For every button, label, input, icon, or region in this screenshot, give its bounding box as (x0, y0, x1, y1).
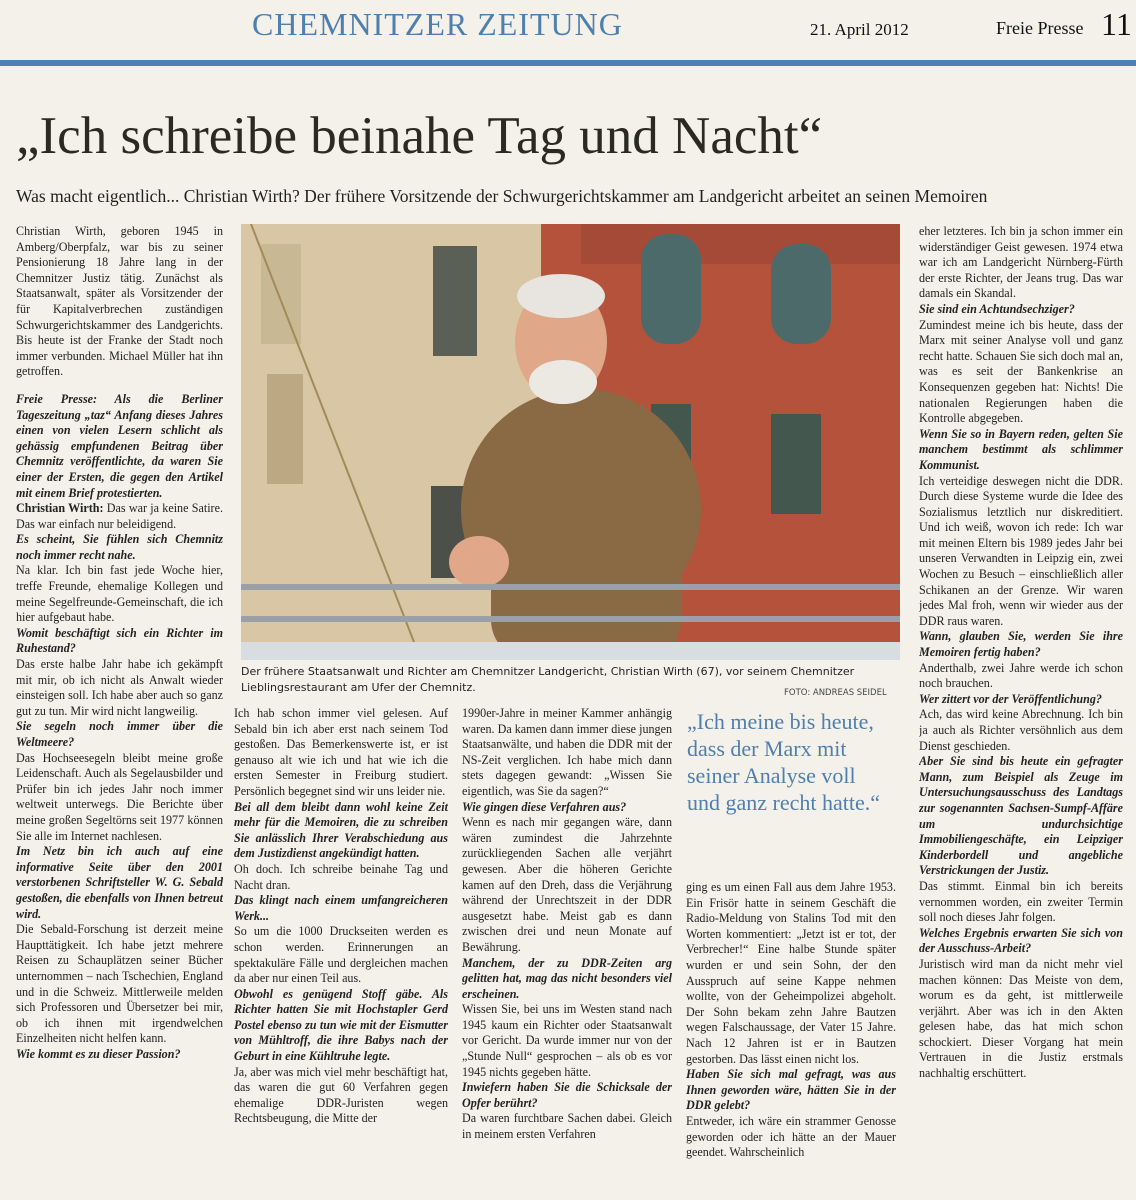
speaker-name: Christian Wirth: (16, 501, 104, 516)
question: Inwiefern haben Sie die Schicksale der Opfer berührt? (462, 1080, 672, 1110)
answer: Ich verteidige deswegen nicht die DDR. Durch diese Systeme wurde die Idee des Sozialismus letztlich nur diskreditiert. Und ich weiß, wovon ich rede: Ich war mit meinen Eltern bis 1989 jedes Jahr bei unseren Verwandten in Leipzig ein, zwei Wochen zu Besuch – einschließlich aller Schikanen an der Grenze. Wir waren jedes Mal froh, wenn wir wieder aus der DDR raus waren. (919, 473, 1123, 628)
page-number: 11 (1101, 6, 1132, 42)
question: Aber Sie sind bis heute ein gefragter Mann, zum Beispiel als Zeuge im Untersuchungsausschuss des Landtags zur sogenannten Sachsen-Sumpf-Affäre um undurchsichtige Immobiliengeschäfte, ein Leipziger Kinderbordell und angebliche Verstrickungen der Justiz. (919, 754, 1123, 878)
answer: 1990er-Jahre in meiner Kammer anhängig waren. Da kamen dann immer diese jungen Staatsanwälte, und haben die DDR mit der NS-Zeit verglichen. Ich habe mich dann stets dagegen gewandt: „Wissen Sie eigentlich, was Sie da sagen?“ (462, 706, 672, 798)
column-3 (462, 706, 672, 1198)
question: Wer zittert vor der Veröffentlichung? (919, 691, 1102, 706)
subheadline: Was macht eigentlich... Christian Wirth? Der frühere Vorsitzende der Schwurgerichtskammer am Landgericht arbeitet an seinen Memoiren (16, 186, 988, 206)
question: Haben Sie sich mal gefragt, was aus Ihnen geworden wäre, hätten Sie in der DDR gelebt? (686, 1067, 896, 1113)
question: Obwohl es genügend Stoff gäbe. Als Richter hatten Sie mit Hochstapler Gerd Postel ebenso zu tun wie mit der Eismutter von Mühltroff, die ihre Babys nach der Geburt in eine Kühltruhe legte. (234, 986, 448, 1064)
question: Welches Ergebnis erwarten Sie sich von der Ausschuss-Arbeit? (919, 925, 1123, 956)
column-5 (919, 224, 1123, 1198)
answer: Wenn es nach mir gegangen wäre, dann wären zumindest die Jahrzehnte zurückliegenden Sachen alle verjährt gewesen. Aber die höheren Gerichte kamen auf den Dreh, dass die Verjährung während der Unrechtszeit in der DDR ausgesetzt habe. Meist gab es dann zwischen drei und neun Monate auf Bewährung. (462, 815, 672, 954)
answer: Da waren furchtbare Sachen dabei. Gleich in meinem ersten Verfahren (462, 1111, 672, 1142)
headline: „Ich schreibe beinahe Tag und Nacht“ (16, 107, 823, 165)
answer: Das erste halbe Jahr habe ich gekämpft mit mir, ob ich nicht als Anwalt wieder einsteigen soll. Ich habe aber auch so ganz gut zu tun. Mir wird nicht langweilig. (16, 657, 223, 718)
question: Wie gingen diese Verfahren aus? (462, 799, 627, 814)
answer: Na klar. Ich bin fast jede Woche hier, treffe Freunde, ehemalige Kollegen und meine Segelfreunde-Gemeinschaft, die ich hier aufgebaut habe. (16, 563, 223, 625)
answer: Die Sebald-Forschung ist derzeit meine Haupttätigkeit. Ich habe jetzt mehrere Reisen zu Schauplätzen seiner Bücher unternommen – nach Tschechien, England und in die Schweiz. Mittlerweile melden sich Professoren und Übersetzer bei mir, ob ich ihnen mit irgendwelchen Einzelheiten nicht helfen kann. (16, 922, 223, 1046)
question: Wenn Sie so in Bayern reden, gelten Sie manchem bestimmt als schlimmer Kommunist. (919, 426, 1123, 472)
answer: Juristisch wird man da nicht mehr viel machen können: Das Meiste von dem, worum es da geht, ist mittlerweile verjährt. Aber was ich in den Akten gelesen habe, das hat mich schon schockiert. Dieser Vorgang hat mein Vertrauen in die Justiz erstmals nachhaltig erschüttert. (919, 956, 1123, 1081)
answer: Ich hab schon immer viel gelesen. Auf Sebald bin ich aber erst nach seinem Tod gestoßen. Das Bemerkenswerte ist, er ist genauso alt wie ich und hat wie ich die ersten Semester in Freiburg studiert. Persönlich begegnet sind wir uns leider nie. (234, 706, 448, 798)
answer: Anderthalb, zwei Jahre werde ich schon noch brauchen. (919, 660, 1123, 691)
photo-caption: Der frühere Staatsanwalt und Richter am Chemnitzer Landgericht, Christian Wirth (67), vor seinem Chemnitzer Lieblingsrestaurant am Ufer der Chemnitz. (241, 665, 855, 694)
article-photo (241, 224, 900, 660)
question: Wann, glauben Sie, werden Sie ihre Memoiren fertig haben? (919, 629, 1123, 660)
question: Sie sind ein Achtundsechziger? (919, 301, 1075, 316)
answer: Entweder, ich wäre ein strammer Genosse geworden oder ich hätte an der Mauer geendet. Wahrscheinlich (686, 1113, 896, 1160)
question: Im Netz bin ich auch auf eine informative Seite über den 2001 verstorbenen Schriftsteller W. G. Sebald gestoßen, die ebenfalls von Ihnen betreut wird. (16, 844, 223, 921)
answer: Das stimmt. Einmal bin ich bereits vernommen worden, ein zweiter Termin soll noch dieses Jahr folgen. (919, 878, 1123, 925)
question: Es scheint, Sie fühlen sich Chemnitz noch immer recht nahe. (16, 532, 223, 562)
question: Sie segeln noch immer über die Weltmeere? (16, 719, 223, 749)
issue-date: 21. April 2012 (810, 20, 909, 39)
question: Freie Presse: Als die Berliner Tageszeitung „taz“ Anfang dieses Jahres einen von vielen Lesern schlicht als gehässig empfundenen Beitrag über Chemnitz veröffentlichte, da waren Sie einer der Ersten, die gegen den Artikel mit einem Brief protestierten. (16, 391, 223, 500)
answer: Zumindest meine ich bis heute, dass der Marx mit seiner Analyse voll und ganz recht hatte. Schauen Sie sich doch mal an, was es seit der Bankenkrise an Konsequenzen gegeben hat: Nichts! Die nationalen Regierungen haben die Kontrolle abgegeben. (919, 317, 1123, 426)
answer: Das Hochseesegeln bleibt meine große Leidenschaft. Auch als Segelausbilder und Prüfer bin ich jedes Jahr noch immer weltweit unterwegs. Die Berichte über meine großen Segeltörns seit 1977 können Sie alle im Internet nachlesen. (16, 750, 223, 843)
column-1 (16, 224, 223, 1198)
column-2 (234, 706, 448, 1198)
question: Womit beschäftigt sich ein Richter im Ruhestand? (16, 625, 223, 656)
masthead (0, 0, 1136, 56)
paper-name: CHEMNITZER ZEITUNG (252, 6, 623, 42)
question: Das klingt nach einem umfangreicheren Werk... (234, 893, 448, 923)
section-name: Freie Presse (996, 18, 1084, 38)
answer: Oh doch. Ich schreibe beinahe Tag und Nacht dran. (234, 861, 448, 892)
question: Manchem, der zu DDR-Zeiten arg gelitten hat, mag das nicht besonders viel erscheinen. (462, 955, 672, 1001)
answer: Ach, das wird keine Abrechnung. Ich bin ja auch als Richter versöhnlich aus dem Dienst geschieden. (919, 707, 1123, 753)
question: Bei all dem bleibt dann wohl keine Zeit mehr für die Memoiren, die zu schreiben Sie anlässlich Ihrer Verabschiedung aus dem Justizdienst angekündigt hatten. (234, 799, 448, 861)
answer: Wissen Sie, bei uns im Westen stand nach 1945 kaum ein Richter oder Staatsanwalt vor Gericht. Da wurde immer nur von der „Stunde Null“ gesprochen – als ob es vor 1945 nichts gegeben hätte. (462, 1002, 672, 1079)
answer-text: Das war ja keine Satire. Das war einfach nur beleidigend. (16, 501, 223, 531)
answer (16, 501, 223, 532)
answer: eher letzteres. Ich bin ja schon immer ein widerständiger Geist gewesen. 1974 etwa war ich am Landgericht Nürnberg-Fürth der erste Richter, der Jeans trug. Das war damals ein Skandal. (919, 224, 1123, 301)
column-4 (686, 880, 896, 1198)
answer: So um die 1000 Druckseiten werden es schon werden. Erinnerungen an spektakuläre Fälle und dergleichen machen da aber nur einen Teil aus. (234, 924, 448, 986)
answer: Ja, aber was mich viel mehr beschäftigt hat, das waren die gut 60 Verfahren gegen ehemalige DDR-Juristen wegen Rechtsbeugung, die Mitte der (234, 1064, 448, 1126)
photo-credit: FOTO: ANDREAS SEIDEL (784, 688, 887, 698)
masthead-rule (0, 60, 1136, 66)
question: Wie kommt es zu dieser Passion? (16, 1046, 181, 1061)
answer: ging es um einen Fall aus dem Jahre 1953. Ein Frisör hatte in seinem Geschäft die Radio-Meldung von Stalins Tod mit den Worten kommentiert: „Jetzt ist er tot, der Verbrecher!“ Eine halbe Stunde später wurden er und sein Sohn, der den Ausspruch auf seine Kappe nehmen wollte, von der Geheimpolizei abgeholt. Der Sohn bekam zehn Jahre Bautzen wegen Falschaussage, der Vater 15 Jahre. Nach 12 Jahren ist er in Bautzen gestorben. Das lässt einen nicht los. (686, 880, 896, 1066)
intro-paragraph: Christian Wirth, geboren 1945 in Amberg/Oberpfalz, war bis zu seiner Pensionierung 18 Jahre lang in der Chemnitzer Justiz tätig. Zunächst als Staatsanwalt, später als Vorsitzender der für Kapitalverbrechen zuständigen Schwurgerichtskammer des Landgerichts. Bis heute ist der Franke der Stadt noch immer verbunden. Michael Müller hat ihn getroffen. (16, 224, 223, 379)
pull-quote: „Ich meine bis heute, dass der Marx mit seiner Analyse voll und ganz recht hatte.“ (687, 709, 881, 815)
